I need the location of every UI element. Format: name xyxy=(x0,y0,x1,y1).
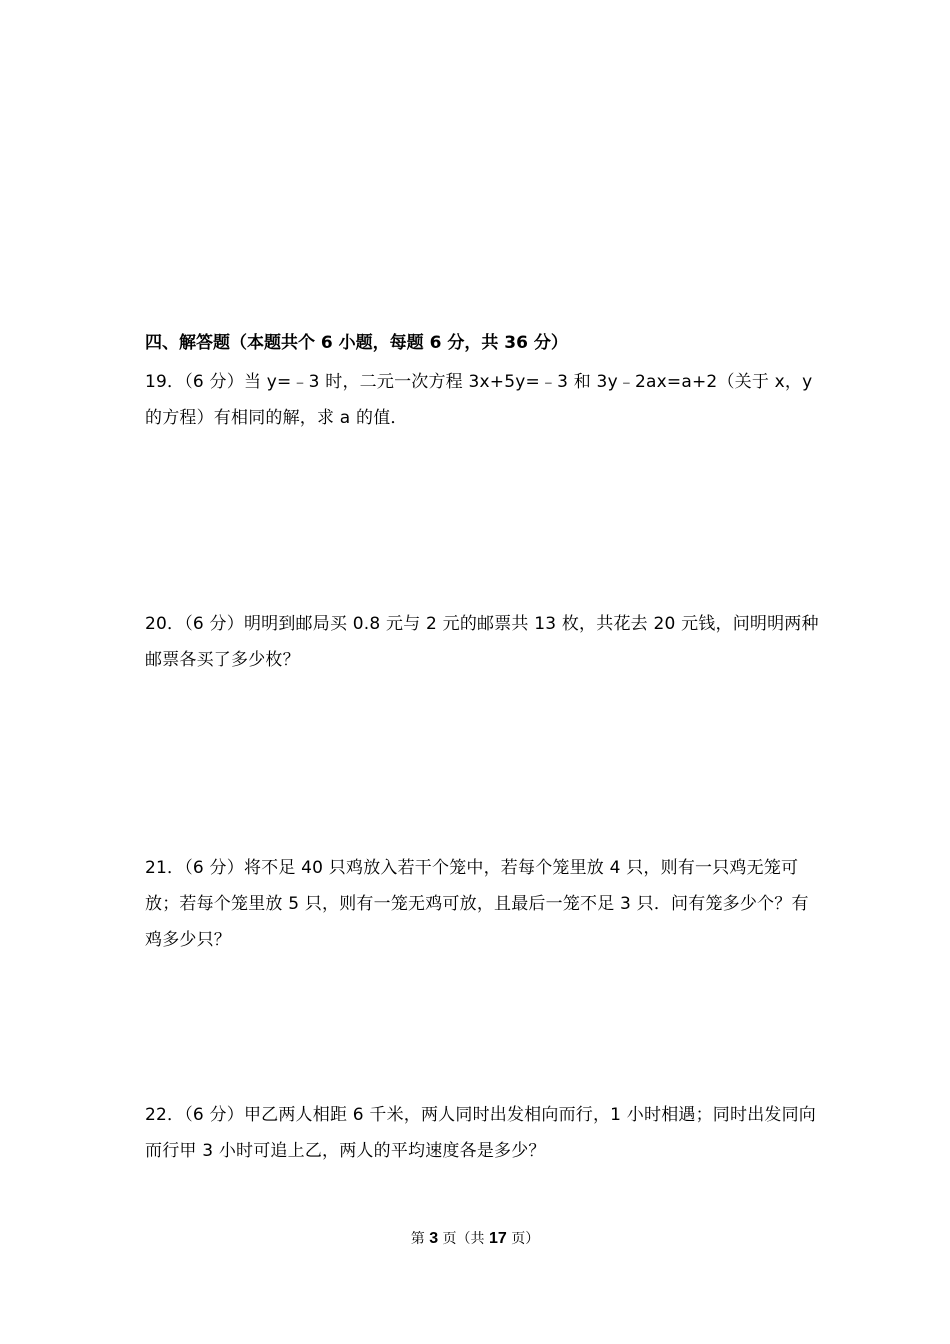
page-footer xyxy=(0,1228,950,1250)
footer-suffix: 页） xyxy=(506,1231,540,1247)
question-20: 20．（6 分）明明到邮局买 0.8 元与 2 元的邮票共 13 枚，共花去 20 元钱，问明明两种邮票各买了多少枚？ xyxy=(145,614,819,670)
question-22: 22．（6 分）甲乙两人相距 6 千米，两人同时出发相向而行，1 小时相遇；同时出发同向而行甲 3 小时可追上乙，两人的平均速度各是多少？ xyxy=(145,1105,816,1161)
section-heading: 四、解答题（本题共个 6 小题，每题 6 分，共 36 分） xyxy=(145,333,568,353)
question-19: 19．（6 分）当 y=﹣3 时，二元一次方程 3x+5y=﹣3 和 3y﹣2ax=a+2（关于 x，y 的方程）有相同的解，求 a 的值． xyxy=(145,372,813,428)
footer-current-page: 3 xyxy=(429,1230,439,1247)
question-21: 21．（6 分）将不足 40 只鸡放入若干个笼中，若每个笼里放 4 只，则有一只鸡无笼可放；若每个笼里放 5 只，则有一笼无鸡可放，且最后一笼不足 3 只．问有笼多少个？有鸡多少只？ xyxy=(145,858,809,950)
footer-total-pages: 17 xyxy=(489,1230,507,1247)
footer-prefix: 第 xyxy=(410,1231,430,1247)
footer-middle: 页（共 xyxy=(438,1231,489,1247)
